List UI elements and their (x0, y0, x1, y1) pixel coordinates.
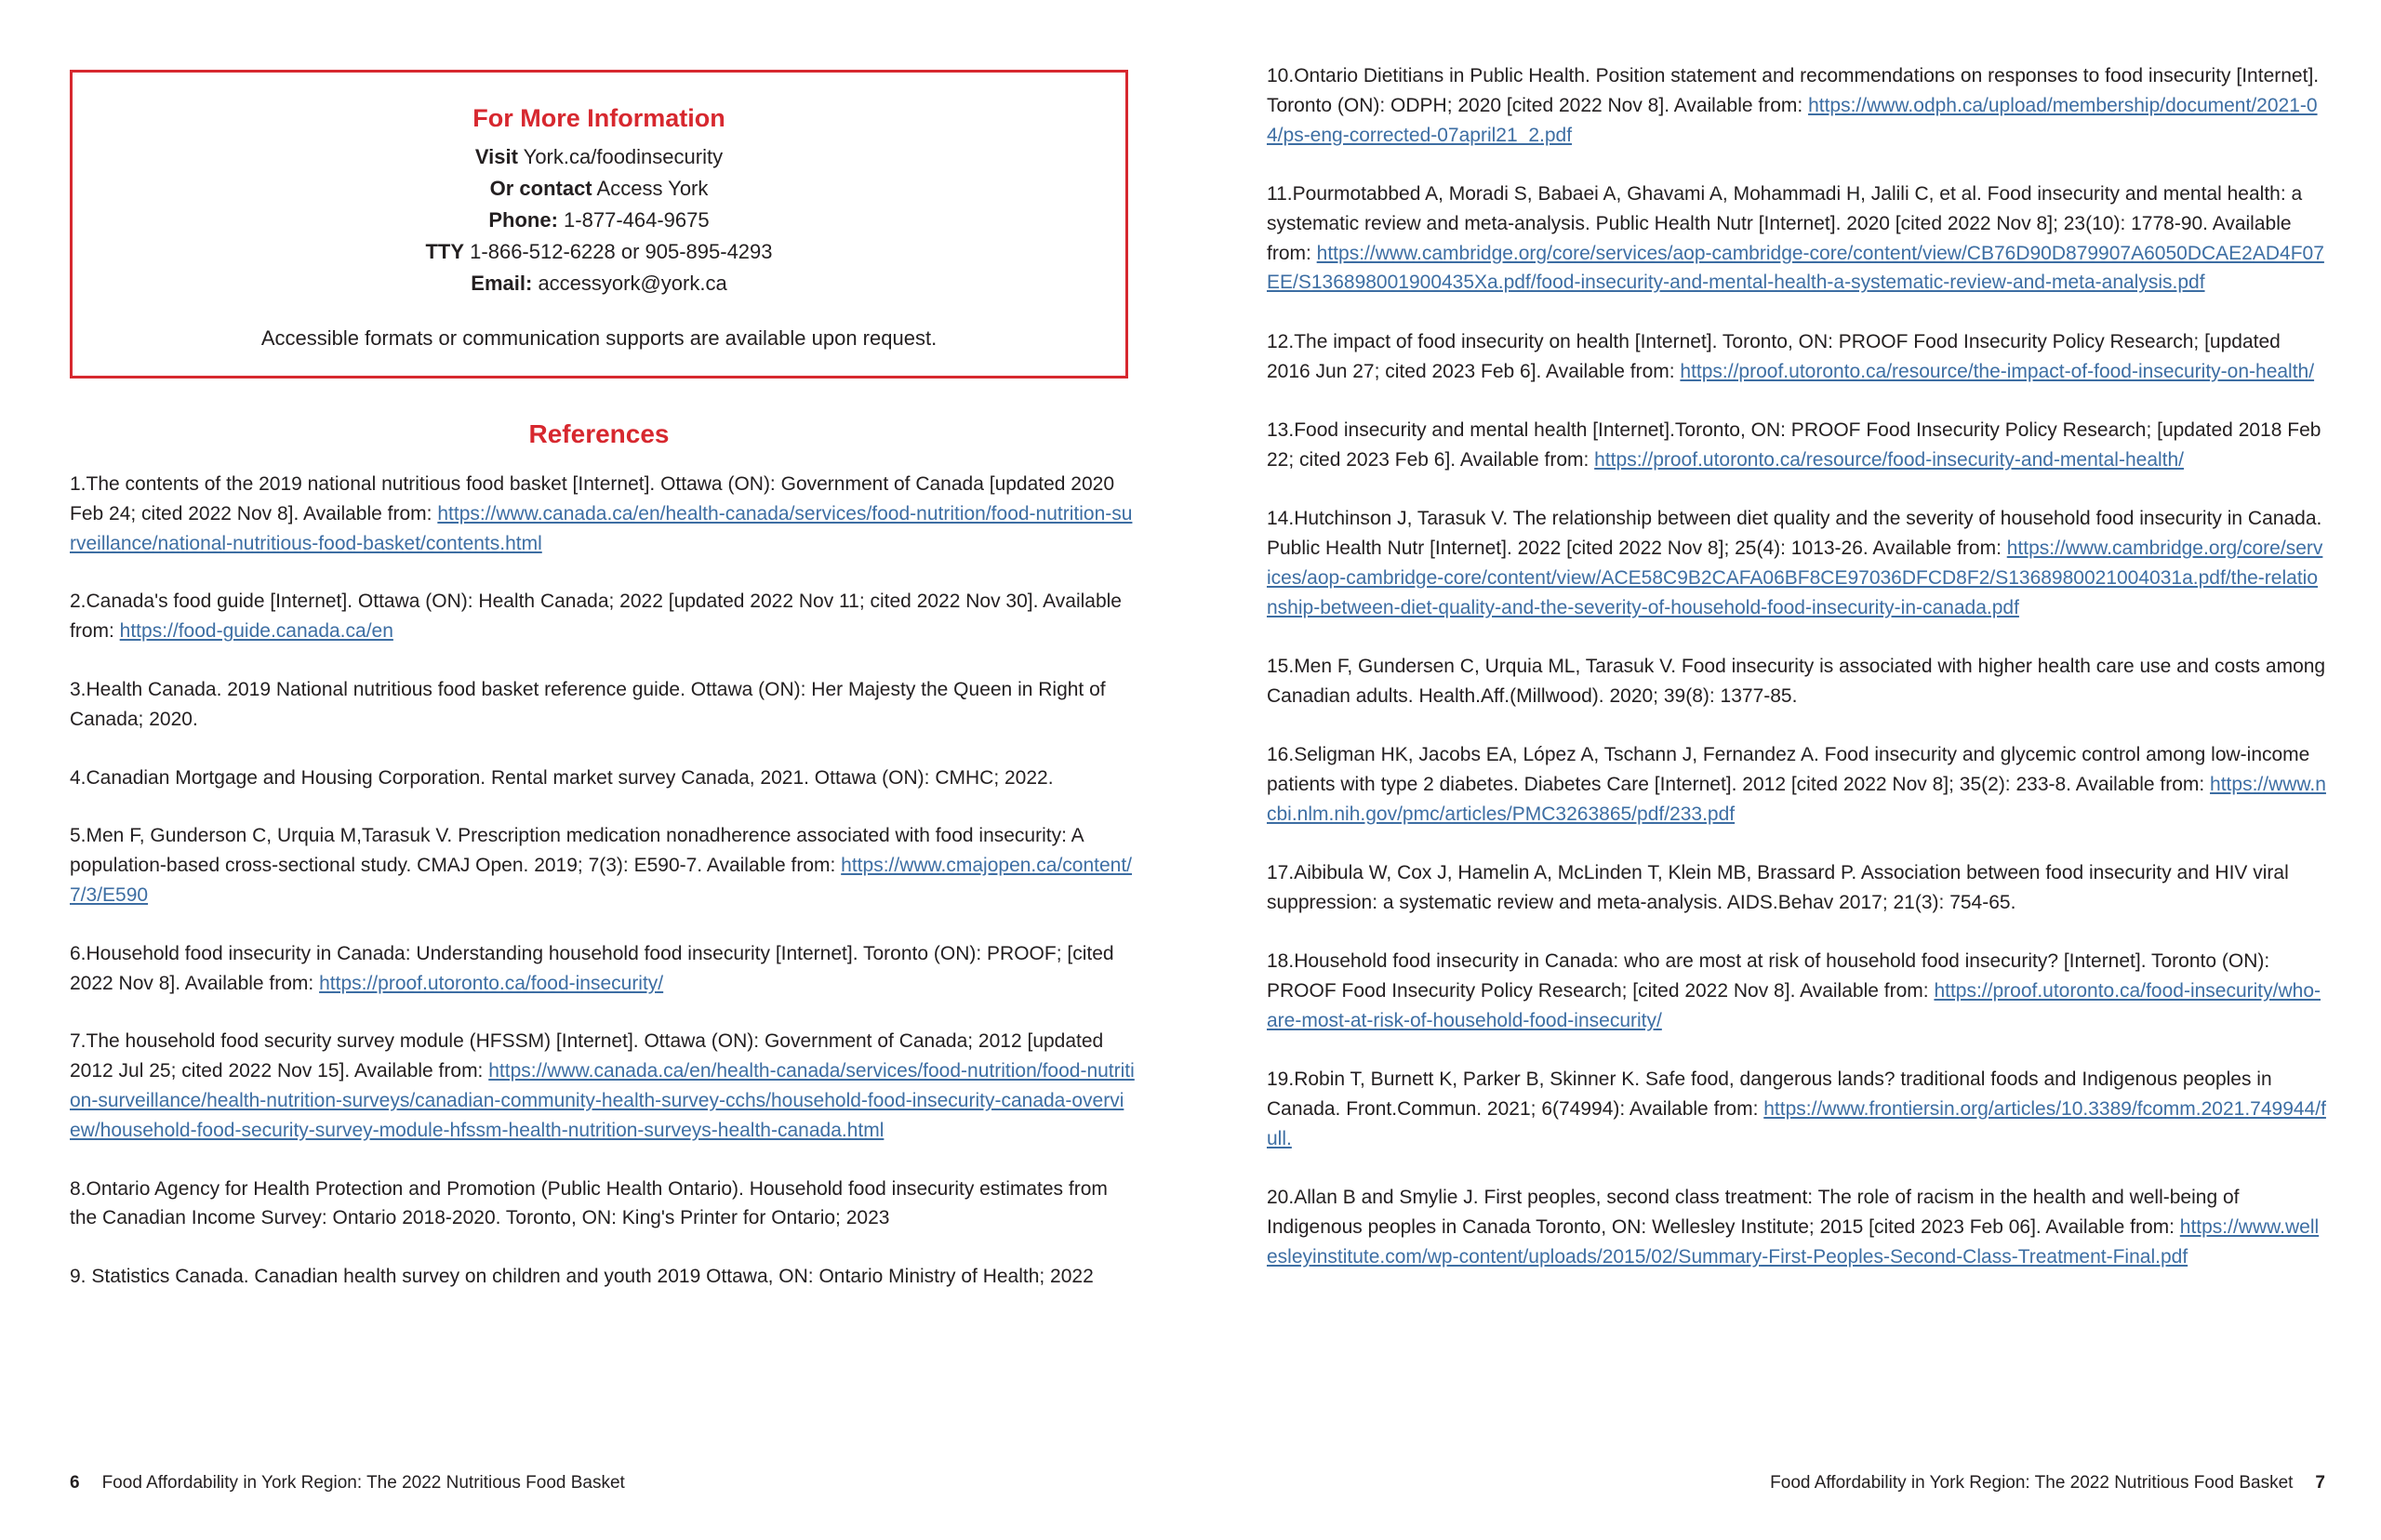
reference-item-11 (1267, 179, 2327, 298)
reference-item-16 (1267, 740, 2327, 829)
references-heading: References (528, 419, 670, 448)
info-email-value[interactable]: accessyork@york.ca (538, 272, 727, 295)
references-list-right (1267, 61, 2327, 1272)
reference-text: 2.Canada's food guide [Internet]. Ottawa (ON): Health Canada; 2022 [updated 2022 Nov 11; cited 2022 Nov 30]. Available from: (70, 591, 1122, 643)
info-tty-label: TTY (425, 240, 465, 263)
reference-link[interactable]: https://www.frontiersin.org/articles/10.3389/fcomm.2021.749944/full. (1267, 1098, 2326, 1149)
info-visit-value[interactable]: York.ca/foodinsecurity (523, 145, 724, 168)
reference-link[interactable]: https://www.wellesleyinstitute.com/wp-content/uploads/2015/02/Summary-First-Peoples-Second-Class-Treatment-Final.pdf (1267, 1216, 2320, 1268)
references-list-left (70, 470, 1135, 1292)
footer-right (1770, 1471, 2325, 1495)
reference-text: 9. Statistics Canada. Canadian health survey on children and youth 2019 Ottawa, ON: Ontario Ministry of Health; 2022 (70, 1266, 1094, 1288)
reference-link[interactable]: https://proof.utoronto.ca/food-insecurity/ (319, 972, 664, 994)
reference-item-5 (70, 821, 1135, 909)
reference-link[interactable]: https://proof.utoronto.ca/resource/the-impact-of-food-insecurity-on-health/ (1680, 360, 2315, 382)
reference-link[interactable]: https://proof.utoronto.ca/resource/food-insecurity-and-mental-health/ (1594, 448, 2185, 471)
info-email-label: Email: (471, 272, 533, 295)
info-visit-label: Visit (474, 145, 518, 168)
reference-text: 6.Household food insecurity in Canada: Understanding household food insecurity [Internet]. Toronto (ON): PROOF; [cited 2022 Nov 8]. Available from: (70, 942, 1114, 994)
reference-text: 11.Pourmotabbed A, Moradi S, Babaei A, Ghavami A, Mohammadi H, Jalili C, et al. Food insecurity and mental health: a systematic review and meta-analysis. Public Health Nutr [Internet]. 2020 [cited 2022 Nov 8]; 23(10): 1778-90. Available from: (1267, 182, 2303, 264)
reference-text: 1.The contents of the 2019 national nutritious food basket [Internet]. Ottawa (ON): Government of Canada [updated 2020 Feb 24; cited 2022 Nov 8]. Available from: (70, 473, 1115, 524)
reference-link[interactable]: https://www.odph.ca/upload/membership/document/2021-04/ps-eng-corrected-07april21_2.pdf (1267, 94, 2318, 146)
footer-title-left: Food Affordability in York Region: The 2022 Nutritious Food Basket (101, 1473, 625, 1493)
reference-text: 17.Aibibula W, Cox J, Hamelin A, McLinden T, Klein MB, Brassard P. Association between food insecurity and HIV viral suppression: a systematic review and meta-analysis. AIDS.Behav 2017; 21(3): 754-65. (1267, 862, 2289, 913)
reference-text: 12.The impact of food insecurity on health [Internet]. Toronto, ON: PROOF Food Insecurity Policy Research; [updated 2016 Jun 27; cited 2023 Feb 6]. Available from: (1267, 330, 2281, 382)
reference-item-7 (70, 1027, 1135, 1145)
reference-link[interactable]: https://www.cambridge.org/core/services/aop-cambridge-core/content/view/CB76D90D879907A6050DCAE2AD4F07EE/S136898001900435Xa.pdf/food-insecurity-and-mental-health-a-systematic-review-and-meta-analysis.pdf (1267, 242, 2324, 294)
info-phone-label: Phone: (488, 208, 558, 232)
reference-text: 15.Men F, Gundersen C, Urquia ML, Tarasuk V. Food insecurity is associated with higher health care use and costs among Canadian adults. Health.Aff.(Millwood). 2020; 39(8): 1377-85. (1267, 655, 2326, 707)
right-page (1267, 61, 2327, 1301)
info-box-title: For More Information (472, 104, 725, 132)
left-page (70, 70, 1135, 1321)
reference-item-12 (1267, 327, 2327, 387)
info-contact-label: Or contact (489, 177, 592, 200)
reference-text: 20.Allan B and Smylie J. First peoples, second class treatment: The role of racism in the health and well-being of Indigenous peoples in Canada Toronto, ON: Wellesley Institute; 2015 [cited 2023 Feb 06]. Available from: (1267, 1187, 2240, 1239)
reference-text: 19.Robin T, Burnett K, Parker B, Skinner K. Safe food, dangerous lands? traditional foods and Indigenous peoples in Canada. Front.Commun. 2021; 6(74994): Available from: (1267, 1069, 2272, 1121)
info-contact-line (73, 173, 1125, 205)
reference-link[interactable]: https://food-guide.canada.ca/en (119, 620, 393, 643)
footer-left (70, 1471, 625, 1495)
reference-link[interactable]: https://www.cambridge.org/core/services/aop-cambridge-core/content/view/ACE58C9B2CAFA06BF8CE97036DFCD8F2/S1368980021004031a.pdf/the-relationship-between-diet-quality-and-the-severity-of-household-food-insecurity-in-canada.pdf (1267, 537, 2323, 618)
reference-item-13 (1267, 416, 2327, 475)
reference-item-6 (70, 939, 1135, 999)
reference-link[interactable]: https://proof.utoronto.ca/food-insecurity/who-are-most-at-risk-of-household-food-insecurity/ (1267, 980, 2321, 1031)
reference-link[interactable]: https://www.canada.ca/en/health-canada/services/food-nutrition/food-nutrition-surveillance/health-nutrition-surveys/canadian-community-health-survey-cchs/household-food-insecurity-canada-overview/household-food-security-survey-module-hfssm-health-nutrition-surveys-health-canada.html (70, 1060, 1135, 1141)
reference-link[interactable]: https://www.cmajopen.ca/content/7/3/E590 (70, 855, 1132, 906)
reference-link[interactable]: https://www.ncbi.nlm.nih.gov/pmc/articles/PMC3263865/pdf/233.pdf (1267, 773, 2326, 825)
reference-text: 13.Food insecurity and mental health [Internet].Toronto, ON: PROOF Food Insecurity Policy Research; [updated 2018 Feb 22; cited 2023 Feb 6]. Available from: (1267, 418, 2321, 471)
reference-link[interactable]: https://www.canada.ca/en/health-canada/services/food-nutrition/food-nutrition-surveillance/national-nutritious-food-basket/contents.html (70, 502, 1133, 554)
reference-text: 18.Household food insecurity in Canada: who are most at risk of household food insecurity? [Internet]. Toronto (ON): PROOF Food Insecurity Policy Research; [cited 2022 Nov 8]. Available from: (1267, 950, 2270, 1002)
info-tty-value[interactable]: 1-866-512-6228 or 905-895-4293 (470, 240, 773, 263)
info-contact-value: Access York (596, 177, 709, 200)
reference-item-19 (1267, 1065, 2327, 1153)
info-phone-line (73, 205, 1125, 236)
reference-text: 16.Seligman HK, Jacobs EA, López A, Tschann J, Fernandez A. Food insecurity and glycemic control among low-income patients with type 2 diabetes. Diabetes Care [Internet]. 2012 [cited 2022 Nov 8]; 35(2): 233-8. Available from: (1267, 744, 2310, 795)
info-email-line (73, 268, 1125, 299)
page-number-left: 6 (70, 1473, 80, 1493)
reference-item-17 (1267, 858, 2327, 918)
reference-item-2 (70, 587, 1135, 646)
reference-text: 4.Canadian Mortgage and Housing Corporation. Rental market survey Canada, 2021. Ottawa (ON): CMHC; 2022. (70, 766, 1054, 789)
info-phone-value[interactable]: 1-877-464-9675 (564, 208, 710, 232)
reference-item-4 (70, 763, 1135, 793)
reference-text: 14.Hutchinson J, Tarasuk V. The relationship between diet quality and the severity of household food insecurity in Canada. Public Health Nutr [Internet]. 2022 [cited 2022 Nov 8]; 25(4): 1013-26. Available from: (1267, 508, 2322, 559)
more-information-box (70, 70, 1128, 378)
reference-text: 7.The household food security survey module (HFSSM) [Internet]. Ottawa (ON): Government of Canada; 2012 [updated 2012 Jul 25; cited 2022 Nov 15]. Available from: (70, 1030, 1104, 1082)
reference-text: 3.Health Canada. 2019 National nutritious food basket reference guide. Ottawa (ON): Her Majesty the Queen in Right of Canada; 2020. (70, 678, 1106, 730)
info-visit-line (73, 141, 1125, 173)
reference-item-9 (70, 1262, 1135, 1292)
reference-item-8 (70, 1175, 1135, 1234)
accessible-formats-note: Accessible formats or communication supports are available upon request. (260, 326, 938, 350)
reference-text: 8.Ontario Agency for Health Protection and Promotion (Public Health Ontario). Household food insecurity estimates from the Canadian Income Survey: Ontario 2018-2020. Toronto, ON: King's Printer for Ontario; 2023 (70, 1177, 1108, 1229)
reference-text: 5.Men F, Gunderson C, Urquia M,Tarasuk V. Prescription medication nonadherence associated with food insecurity: A population-based cross-sectional study. CMAJ Open. 2019; 7(3): E590-7. Available from: (70, 825, 1084, 877)
reference-item-3 (70, 675, 1135, 735)
reference-text: 10.Ontario Dietitians in Public Health. Position statement and recommendations on responses to food insecurity [Internet]. Toronto (ON): ODPH; 2020 [cited 2022 Nov 8]. Available from: (1267, 65, 2320, 116)
footer-title-right: Food Affordability in York Region: The 2022 Nutritious Food Basket (1770, 1473, 2294, 1493)
page-number-right: 7 (2315, 1473, 2325, 1493)
reference-item-20 (1267, 1183, 2327, 1271)
reference-item-1 (70, 470, 1135, 558)
reference-item-14 (1267, 504, 2327, 622)
reference-item-18 (1267, 947, 2327, 1035)
reference-item-10 (1267, 61, 2327, 150)
info-tty-line (73, 236, 1125, 268)
reference-item-15 (1267, 652, 2327, 711)
